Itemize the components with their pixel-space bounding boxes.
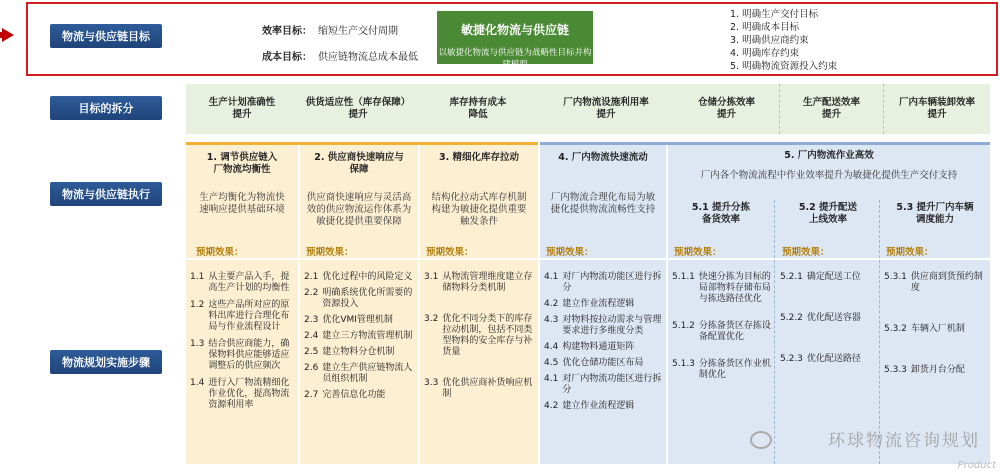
step-item: [304, 363, 416, 385]
row-label-exec: 物流与供应链执行: [50, 182, 162, 206]
cost-goal-key: 成本目标：: [262, 52, 312, 63]
step-item: [672, 359, 772, 381]
step-number: 5.2.1: [780, 272, 803, 282]
effect-label: 预期效果：: [674, 247, 722, 258]
step-number: 4.4: [544, 342, 559, 352]
exec-c3-head: 3. 精细化库存拉动: [438, 152, 520, 163]
step-item: [544, 358, 664, 369]
exec-c5-sub1: 5.1 提升分拣 备货效率: [691, 202, 751, 225]
goal-list-item: 3. 明确供应商约束: [730, 35, 809, 46]
exec-c5-body: 厂内各个物流流程中作业效率提升为敏捷化提供生产交付支持: [700, 170, 958, 181]
steps-c52: [780, 272, 876, 395]
step-number: 5.2.2: [780, 313, 803, 323]
blue-top-bar: [540, 142, 990, 145]
step-text: 从主要产品入手，提高生产计划的均衡性: [208, 272, 290, 293]
step-text: 建立生产供应链物流人员组织机制: [322, 363, 413, 384]
step-text: 优化配送路径: [806, 354, 861, 364]
step-number: 5.3.2: [884, 324, 907, 334]
steps-c51: [672, 272, 772, 397]
step-number: 4.2: [544, 299, 559, 309]
goal-list-item: 1. 明确生产交付目标: [730, 9, 819, 20]
goal-split-band: [186, 84, 990, 134]
split-item: 生产配送效率 提升: [780, 84, 884, 134]
exec-c5-sub3: 5.3 提升厂内车辆 调度能力: [896, 202, 974, 225]
step-text: 建立物料分仓机制: [322, 347, 395, 357]
exec-c2-head: 2. 供应商快速响应与 保障: [314, 152, 404, 175]
efficiency-goal-value: 缩短生产交付周期: [318, 26, 398, 37]
cost-goal: [262, 48, 418, 63]
exec-c1-body: 生产均衡化为物流快 速响应提供基础环境: [199, 192, 285, 215]
watermark-sub: Product: [957, 460, 996, 471]
col-5-divider: [774, 200, 775, 464]
step-item: [190, 272, 296, 294]
step-item: [544, 299, 664, 310]
step-number: 3.1: [424, 272, 439, 282]
step-item: [884, 324, 988, 335]
step-item: [304, 288, 416, 310]
strategic-goal-title: 敏捷化物流与供应链: [460, 23, 569, 37]
step-item: [424, 314, 536, 358]
step-number: 5.1.3: [672, 359, 695, 369]
split-item: 生产计划准确性 提升: [208, 97, 276, 120]
split-item: 厂内车辆装卸效率 提升: [898, 97, 975, 120]
step-item: [304, 390, 416, 401]
cost-goal-value: 供应链物流总成本最低: [318, 52, 418, 63]
step-item: [780, 272, 876, 283]
indicator-arrow-icon: [2, 28, 14, 42]
step-text: 建立作业流程逻辑: [562, 401, 635, 411]
step-item: [672, 272, 772, 305]
step-text: 快速分拣为目标的局部物料存储布局与拣选路径优化: [698, 272, 771, 304]
step-text: 结合供应商能力，确保物料供应能够适应调整后的供应频次: [208, 339, 290, 371]
step-item: [304, 315, 416, 326]
step-text: 对厂内物流功能区进行拆分: [562, 374, 662, 395]
step-number: 5.3.1: [884, 272, 907, 282]
watermark-text: 环球物流咨询规划: [828, 431, 980, 451]
step-text: 从物流管理维度建立存储物料分类机制: [442, 272, 533, 293]
step-number: 2.3: [304, 315, 319, 325]
step-number: 5.2.3: [780, 354, 803, 364]
section-divider: [186, 258, 990, 260]
step-text: 车辆入厂机制: [910, 324, 965, 334]
step-item: [780, 354, 876, 365]
exec-c3-body: 结构化拉动式库存机制 构建为敏捷化提供重要 触发条件: [431, 192, 527, 227]
step-text: 优化不同分类下的库存拉动机制，包括不同类型物料的安全库存与补货量: [442, 314, 533, 357]
step-item: [544, 401, 664, 412]
step-number: 2.6: [304, 363, 319, 373]
step-number: 1.3: [190, 339, 205, 349]
step-text: 优化供应商补货响应机制: [442, 378, 533, 399]
step-number: 4.1: [544, 374, 559, 384]
step-item: [884, 272, 988, 294]
effect-label: 预期效果：: [886, 247, 934, 258]
step-item: [304, 272, 416, 283]
step-number: 4.3: [544, 315, 559, 325]
strategic-goal-subtitle: 以敏捷化物流与供应链为战略性目标并构建模型: [438, 48, 592, 70]
step-item: [304, 347, 416, 358]
exec-c2-body: 供应商快速响应与灵活高 效的供应物流运作体系为 敏捷化提供重要保障: [306, 192, 412, 227]
step-number: 1.1: [190, 272, 205, 282]
step-number: 5.3.3: [884, 365, 907, 375]
step-text: 分拣备货区作业机制优化: [698, 359, 771, 380]
row-label-steps: 物流规划实施步骤: [50, 350, 162, 374]
effect-label: 预期效果：: [426, 247, 474, 258]
step-item: [424, 272, 536, 294]
step-text: 供应商到货预约制度: [910, 272, 983, 293]
step-text: 优化配送容器: [806, 313, 861, 323]
step-text: 优化过程中的风险定义: [322, 272, 413, 282]
step-item: [190, 300, 296, 333]
step-text: 明确系统优化所需要的资源投入: [322, 288, 413, 309]
step-item: [304, 331, 416, 342]
step-text: 这些产品所对应的原料出库进行合理化布局与作业流程设计: [208, 300, 290, 332]
step-number: 2.2: [304, 288, 319, 298]
step-number: 3.2: [424, 314, 439, 324]
split-item: 仓储分拣效率 提升: [674, 84, 780, 134]
efficiency-goal-key: 效率目标：: [262, 26, 312, 37]
wechat-icon: [750, 431, 772, 449]
exec-c4-body: 厂内物流合理化布局为敏 捷化提供物流流畅性支持: [550, 192, 656, 215]
exec-c4-head: 4. 厂内物流快速流动: [558, 152, 648, 163]
step-item: [190, 339, 296, 372]
step-text: 优化仓储功能区布局: [562, 358, 644, 368]
step-item: [424, 378, 536, 400]
steps-c3: [424, 272, 536, 420]
goal-list-item: 4. 明确库存约束: [730, 48, 800, 59]
step-text: 对物料按拉动需求与管理要求进行多维度分类: [562, 315, 662, 336]
effect-label: 预期效果：: [782, 247, 830, 258]
split-item: 供货适应性（库存保障） 提升: [305, 97, 411, 120]
steps-c1: [190, 272, 296, 417]
step-number: 4.5: [544, 358, 559, 368]
goal-list-item: 2. 明确成本目标: [730, 22, 800, 33]
step-item: [672, 321, 772, 343]
orange-top-bar: [186, 142, 538, 145]
step-number: 2.4: [304, 331, 319, 341]
step-text: 进行入厂物流精细化作业优化，提高物流资源利用率: [208, 378, 290, 410]
step-number: 2.5: [304, 347, 319, 357]
step-text: 优化VMI管理机制: [322, 315, 393, 325]
steps-c4: [544, 272, 664, 417]
step-number: 4.2: [544, 401, 559, 411]
step-text: 建立作业流程逻辑: [562, 299, 635, 309]
step-text: 建立三方物流管理机制: [322, 331, 413, 341]
effect-label: 预期效果：: [196, 247, 244, 258]
step-text: 完善信息化功能: [322, 390, 386, 400]
efficiency-goal: [262, 22, 398, 37]
step-number: 2.1: [304, 272, 319, 282]
steps-c53: [884, 272, 988, 406]
exec-c5-sub2: 5.2 提升配送 上线效率: [798, 202, 858, 225]
step-item: [780, 313, 876, 324]
step-text: 构建物料通道矩阵: [562, 342, 635, 352]
step-number: 5.1.1: [672, 272, 695, 282]
step-number: 4.1: [544, 272, 559, 282]
row-label-goal: 物流与供应链目标: [50, 24, 162, 48]
row-label-split: 目标的拆分: [50, 96, 162, 120]
exec-c1-head: 1. 调节供应链入 厂物流均衡性: [206, 152, 278, 175]
exec-c5-head: 5. 厂内物流作业高效: [784, 150, 874, 161]
strategic-goal-box: [437, 11, 593, 70]
step-text: 分拣备货区存拣设备配置优化: [698, 321, 771, 342]
step-text: 确定配送工位: [806, 272, 861, 282]
step-number: 1.4: [190, 378, 205, 388]
step-text: 对厂内物流功能区进行拆分: [562, 272, 662, 293]
step-item: [544, 374, 664, 396]
split-item: 厂内物流设施利用率 提升: [563, 97, 649, 120]
goal-list-item: 5. 明确物流资源投入约束: [730, 61, 838, 72]
split-item: 库存持有成本 降低: [449, 97, 507, 120]
step-number: 1.2: [190, 300, 205, 310]
step-number: 5.1.2: [672, 321, 695, 331]
step-number: 3.3: [424, 378, 439, 388]
col-5-divider: [879, 200, 880, 464]
step-item: [544, 272, 664, 294]
goal-constraint-list: [730, 8, 837, 73]
step-item: [544, 342, 664, 353]
step-item: [190, 378, 296, 411]
step-item: [884, 365, 988, 376]
step-item: [544, 315, 664, 337]
effect-label: 预期效果：: [306, 247, 354, 258]
effect-label: 预期效果：: [546, 247, 594, 258]
step-number: 2.7: [304, 390, 319, 400]
step-text: 卸货月台分配: [910, 365, 965, 375]
steps-c2: [304, 272, 416, 406]
